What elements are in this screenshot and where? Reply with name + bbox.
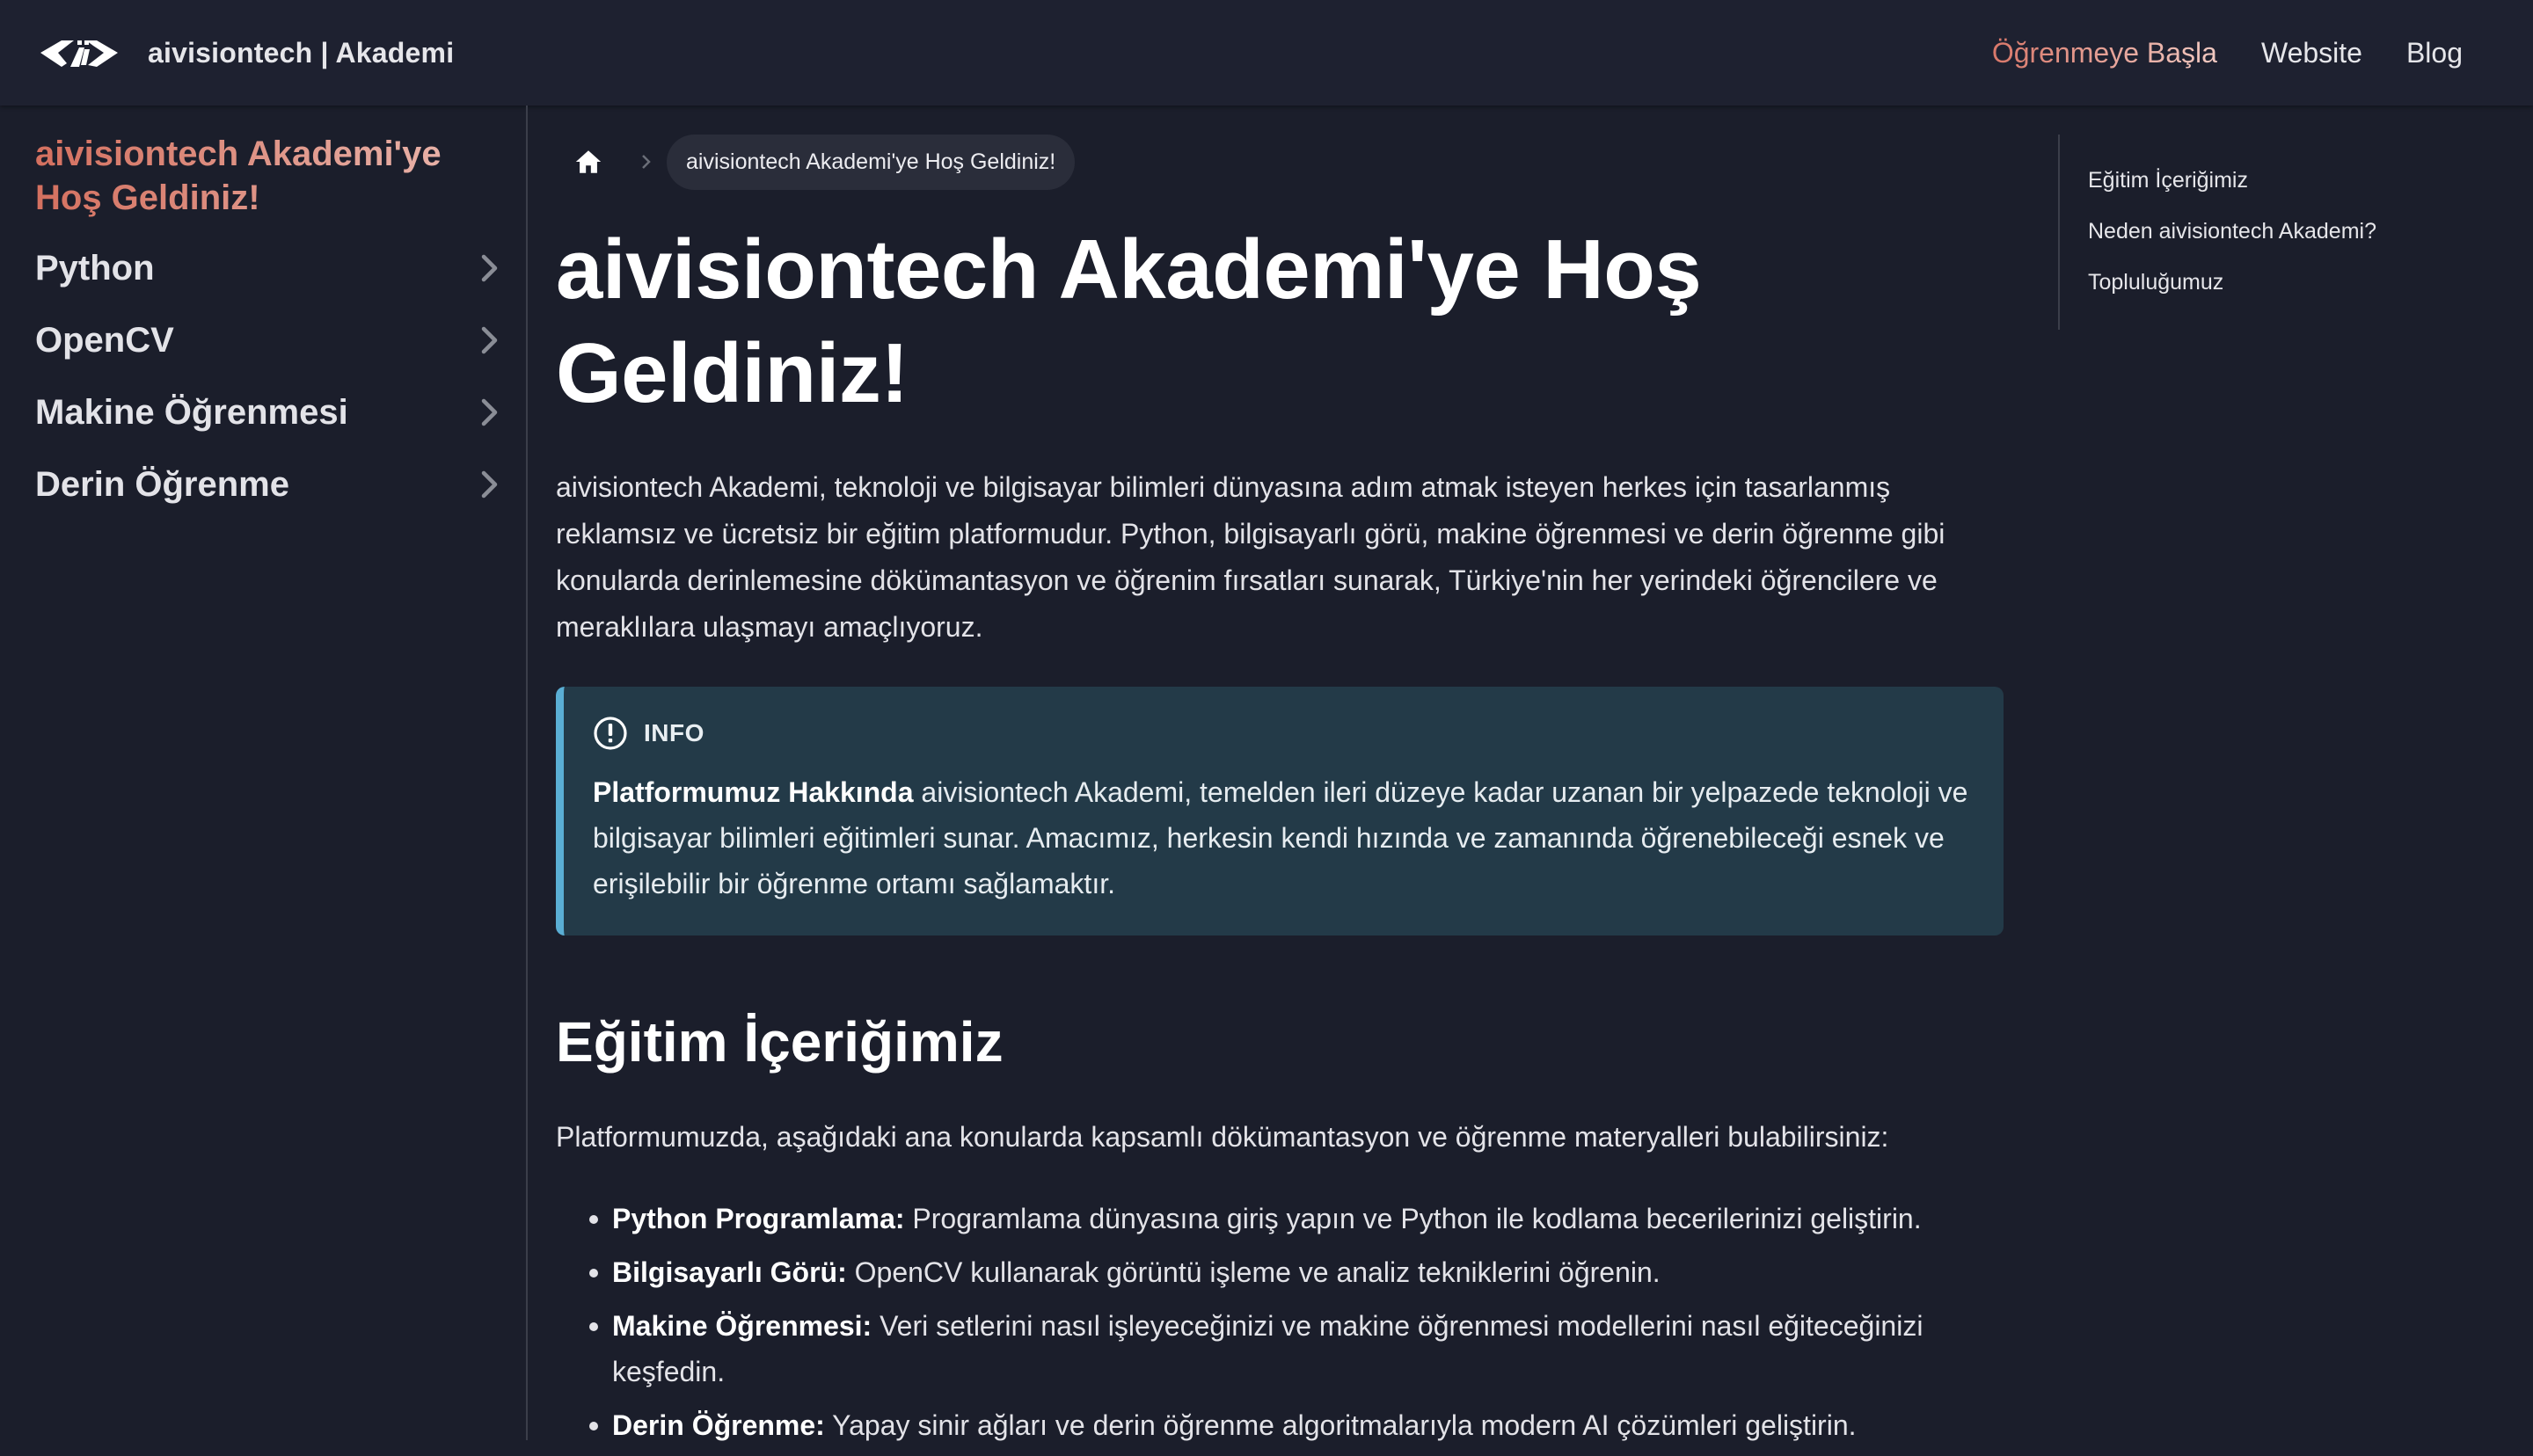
sidebar-item-python[interactable] <box>35 237 501 299</box>
topic-name: Derin Öğrenme: <box>612 1409 825 1441</box>
nav-link-blog[interactable]: Blog <box>2405 36 2463 69</box>
topic-name: Makine Öğrenmesi: <box>612 1310 872 1342</box>
section-heading-education-content: Eğitim İçeriğimiz <box>556 1010 1004 1074</box>
admonition-bold-title: Platformumuz Hakkında <box>593 776 914 808</box>
admonition-body <box>593 769 1968 906</box>
topics-list <box>556 1196 2007 1456</box>
intro-paragraph: aivisiontech Akademi, teknoloji ve bilgisayar bilimleri dünyasına adım atmak isteyen herkes için tasarlanmış reklamsız ve ücretsiz bir eğitim platformudur. Python, bilgisayarlı görü, makine öğrenmesi ve derin öğrenme gibi konularda derinlemesine dökümantasyon ve öğrenim fırsatları sunarak, Türkiye'nin her yerindeki öğrencilere ve meraklılara ulaşmayı amaçlıyoruz. <box>556 471 1945 643</box>
navbar-links <box>1992 0 2463 106</box>
chevron-right-icon[interactable] <box>477 397 501 427</box>
page-title: aivisiontech Akademi'ye Hoş Geldiniz! <box>556 222 1702 420</box>
chevron-right-icon <box>639 152 654 171</box>
topic-description: Veri setlerini nasıl işleyeceğinizi ve makine öğrenmesi modellerini nasıl eğiteceğinizi keşfedin. <box>612 1310 1923 1387</box>
sidebar-item-machine-learning[interactable] <box>35 382 501 443</box>
breadcrumb-current: aivisiontech Akademi'ye Hoş Geldiniz! <box>667 135 1075 190</box>
toc-link-education-content[interactable]: Eğitim İçeriğimiz <box>2088 168 2248 193</box>
table-of-contents <box>2058 135 2498 330</box>
sidebar-item-label: Python <box>35 248 155 288</box>
list-item <box>556 1249 2007 1295</box>
chevron-right-icon[interactable] <box>477 470 501 499</box>
sidebar-item-deep-learning[interactable] <box>35 454 501 515</box>
sidebar-item-opencv[interactable] <box>35 309 501 371</box>
nav-link-website[interactable]: Website <box>2260 36 2362 69</box>
topic-description: Programlama dünyasına giriş yapın ve Python ile kodlama becerilerinizi geliştirin. <box>912 1203 1922 1234</box>
breadcrumb <box>556 134 1075 190</box>
toc-link-community[interactable]: Topluluğumuz <box>2088 270 2224 295</box>
info-admonition <box>556 687 2004 935</box>
section-intro-paragraph: Platformumuzda, aşağıdaki ana konularda kapsamlı dökümantasyon ve öğrenme materyalleri bulabilirsiniz: <box>556 1121 1889 1153</box>
list-item <box>556 1303 2007 1394</box>
chevron-right-icon[interactable] <box>477 253 501 283</box>
info-exclamation-icon <box>593 716 628 751</box>
admonition-heading <box>593 713 1968 753</box>
topic-name: Bilgisayarlı Görü: <box>612 1256 847 1288</box>
sidebar <box>0 106 528 1440</box>
admonition-text: aivisiontech Akademi, temelden ileri düzeye kadar uzanan bir yelpazede teknoloji ve bilgisayar bilimleri eğitimleri sunar. Amacımız, herkesin kendi hızında ve zamanında öğrenebileceği esnek ve erişilebilir bir öğrenme ortamı sağlamaktır. <box>593 776 1968 899</box>
admonition-label: INFO <box>644 719 704 746</box>
sidebar-item-label: Derin Öğrenme <box>35 464 289 504</box>
aivisiontech-logo-icon <box>39 37 120 69</box>
brand-title: aivisiontech | Akademi <box>148 36 455 69</box>
list-item <box>556 1196 2007 1241</box>
topic-description: OpenCV kullanarak görüntü işleme ve analiz tekniklerini öğrenin. <box>854 1256 1661 1288</box>
sidebar-item-label: OpenCV <box>35 320 174 360</box>
list-item <box>556 1402 2007 1448</box>
sidebar-item-label: Makine Öğrenmesi <box>35 392 348 432</box>
brand-link[interactable] <box>39 0 454 106</box>
topic-name: Python Programlama: <box>612 1203 905 1234</box>
home-icon[interactable] <box>573 147 603 177</box>
nav-link-start-learning[interactable]: Öğrenmeye Başla <box>1991 36 2217 69</box>
sidebar-item-welcome-active[interactable]: aivisiontech Akademi'ye Hoş Geldiniz! <box>35 132 493 220</box>
chevron-right-icon[interactable] <box>477 325 501 355</box>
top-navbar <box>0 0 2533 106</box>
toc-link-why-aivisiontech[interactable]: Neden aivisiontech Akademi? <box>2088 219 2376 244</box>
topic-description: Yapay sinir ağları ve derin öğrenme algoritmalarıyla modern AI çözümleri geliştirin. <box>832 1409 1857 1441</box>
